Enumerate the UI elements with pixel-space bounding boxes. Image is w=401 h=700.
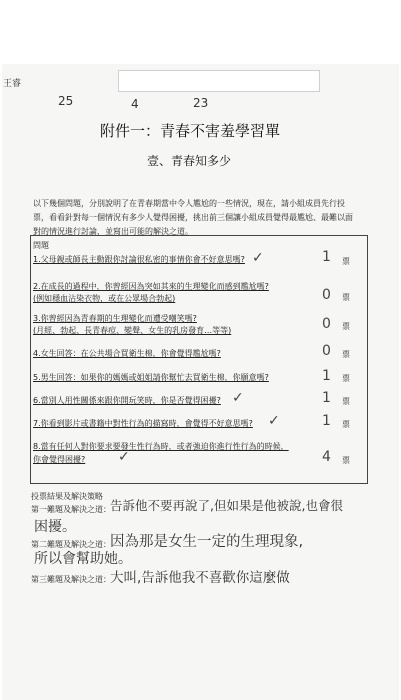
question-8-unit: 票 [342,456,350,465]
question-8-count: 4 [322,449,331,465]
question-1-check: ✓ [252,250,264,266]
question-8-check: ✓ [118,449,130,465]
questions-label: 問題 [33,241,49,250]
question-3: 3.你曾經因為青春期的生理變化而遭受嘲笑嗎? [33,314,197,323]
question-4: 4.女生回答：在公共場合買衛生棉，你會覺得尷尬嗎? [33,349,221,358]
question-6-check: ✓ [232,390,244,406]
header-number-1: 25 [58,94,74,108]
question-1-unit: 票 [342,257,350,266]
strategy-2-answer-cont: 所以會幫助她。 [34,551,132,567]
question-1: 1.父母親或師長主動跟你討論很私密的事情你會不好意思嗎? [33,255,245,264]
question-6: 6.當別人用性關係來跟你開玩笑時，你是否覺得困擾? [33,396,221,405]
strategy-3-answer: 大叫,告訴他我不喜歡你這麼做 [110,570,290,586]
strategy-1-answer: 告訴他不要再說了,但如果是他被說,也會很 [110,498,343,513]
header-number-3: 23 [193,96,209,110]
question-3-note: (月經、勃起、長青春痘、變聲、女生的乳房發育…等等) [33,326,232,335]
question-6-unit: 票 [342,397,350,406]
strategy-1-answer-cont: 困擾。 [34,519,76,535]
question-2: 2.在成長的過程中，你曾經因為突如其來的生理變化而感到尷尬嗎? [33,282,269,291]
question-4-count: 0 [322,343,331,359]
question-3-count: 0 [322,316,331,332]
question-2-unit: 票 [342,293,350,302]
strategy-2-answer: 因為那是女生一定的生理現象, [110,534,304,550]
question-5-count: 1 [322,368,331,384]
strategy-3-label: 第三難題及解決之道： [31,575,111,584]
question-5-unit: 票 [342,374,350,383]
question-4-unit: 票 [342,350,350,359]
worksheet-title: 附件一：青春不害羞學習單 [100,122,281,140]
question-2-count: 0 [322,287,331,303]
question-6-count: 1 [322,390,331,406]
question-8: 8.當有任何人對你要求要發生性行為時，或者強迫你進行性行為的時候， [33,442,289,451]
section-subtitle: 壹、青春知多少 [147,154,232,168]
question-7-check: ✓ [268,413,280,429]
question-1-count: 1 [322,249,331,265]
redacted-header-block [118,70,320,92]
question-7-count: 1 [322,413,331,429]
question-7: 7.你看到影片或書籍中對性行為的描寫時，會覺得不好意思嗎? [33,419,253,428]
header-number-2: 4 [131,97,139,111]
question-8-note: 你會覺得困擾? [33,455,86,464]
question-7-unit: 票 [342,420,350,429]
question-2-note: (例如穩血沾染衣物，或在公眾場合勃起) [33,294,176,303]
strategy-1-label: 第一難題及解決之道： [31,505,111,514]
name-hint: 王睿 [3,79,22,89]
strategy-2-label: 第二難題及解決之道： [31,540,111,549]
strategy-heading: 投票結果及解決策略 [31,492,103,501]
question-5: 5.男生回答：如果你的媽媽或姐姐請你幫忙去買衛生棉，你願意嗎? [33,373,269,382]
intro-paragraph: 以下幾個問題，分別說明了在青春期當中令人尷尬的一些情況，現在，請小組成員先行投票，看看針對每一個情況有多少人覺得困擾，挑出前三個讓小組成員覺得最尷尬、最難以面對的情況進行討論，並寫出可能的解決之道。 [33,199,353,236]
question-3-unit: 票 [342,322,350,331]
